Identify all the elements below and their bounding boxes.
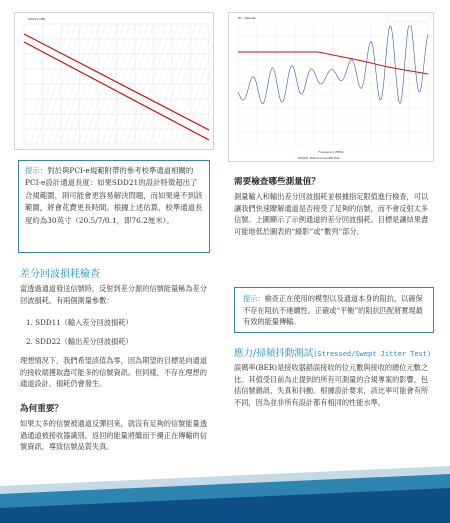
diff-para-text: 理想情況下，我們希望該值為零，因為期望的目標是向通道的接收端獲取盡可能多的信號資訊。但同樣，不存在理想的通道設計，損耗仍會發生。 xyxy=(20,356,207,389)
sdd21-title: SDD21 (dB) xyxy=(28,17,46,21)
tip-box-calibration xyxy=(18,160,210,253)
tip-box-impedance xyxy=(234,287,434,333)
heading-why-important: 為何重要？ xyxy=(20,404,63,414)
rl-xlabel: Frequency (MHz) xyxy=(318,150,344,154)
list-item-sdd11: 1. SDD11（輸入差分回波損耗） xyxy=(26,318,133,327)
tip-label: 提示： xyxy=(25,166,48,175)
sdd21-chart xyxy=(14,12,214,150)
rl-title: RL - Results xyxy=(238,16,256,20)
tip-text: 對於與PCI-e規範附帶的參考校準通道相關的PCI-e設計通道長度：如果SDD21的設計特徵超出了合規範圍，則可能會更容易解決問題，而如果違不到該範圍，將會花費更長時間。根據上述估算，校準通道長度約為30英寸（20.5/7/0.1，即76.2厘米）。 xyxy=(25,166,203,225)
footer-decoration xyxy=(0,464,450,523)
why-text: 如果太多的信號被通道反彈回來，就沒有足夠的信號能量透過通道被接收器識別。返回的能量將繼而干擾正在傳輸的信號資訊，導致信號品質失真。 xyxy=(20,419,207,452)
heading-jitter-test xyxy=(234,345,431,359)
diff-intro-text: 當透過通道發送信號時，反射到差分源的信號能量稱為差分回波損耗。有兩個測量參數： xyxy=(20,284,207,305)
rl-legend: ReturnLoss(dB) Test xyxy=(310,156,340,160)
jitter-heading-zh: 應力/掃頻抖動測試 xyxy=(234,348,314,359)
heading-measurements: 需要檢查哪些測量值？ xyxy=(234,177,320,187)
return-loss-chart xyxy=(228,12,434,162)
jitter-heading-en: (Stressed/Swept Jitter Test) xyxy=(313,350,432,358)
rl-toolbar xyxy=(388,15,430,21)
tip-text: 檢查正在使用的模型以及通道本身的阻抗，以確保不存在阻抗不連續性。正確或“平衡”的阻抗匹配將實現最有效的能量傳輸。 xyxy=(243,294,423,327)
list-item-sdd22: 2. SDD22（輸出差分回波損耗） xyxy=(26,337,133,346)
tip-label: 提示： xyxy=(243,294,265,303)
heading-diff-return-loss: 差分回波損耗檢查 xyxy=(20,269,100,280)
sdd21-chart-svg xyxy=(14,12,214,150)
return-loss-chart-svg xyxy=(228,12,434,162)
measurements-text: 測量輸入和輸出差分回波損耗並根據指定限值進行檢查，可以讓我們快速瞭解通道是否接受了足夠的信號，而不會反射太多信號。上圖顯示了示例通道的差分回波損耗。目標是讓結果盡可能地低於圖表的“綠影”或“數列”部分。 xyxy=(234,192,429,236)
jitter-text: 誤碼率(BER)是接收器錯誤接收的位元數與接收的總位元數之比。其值受目前為止提到的所有可測量的合規專案的影響，包括信號雜訊、失真和抖動。根據設計要求，該比率可能會有所不同，因為並非所有設計都有相同的性能水準。 xyxy=(234,363,429,407)
